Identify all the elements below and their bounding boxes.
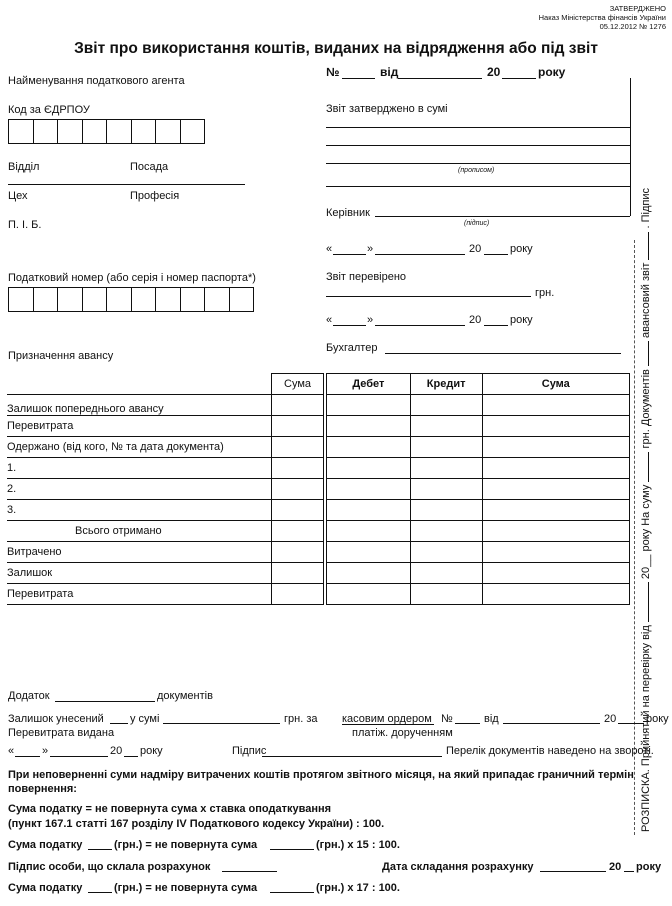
edrpou-label: Код за ЄДРПОУ: [8, 104, 90, 116]
position-label: Посада: [130, 161, 169, 173]
tax-15-mid: (грн.) = не повернута сума: [114, 839, 258, 851]
tax-17-suffix: (грн.) х 17 : 100.: [316, 882, 400, 894]
row-label: 2.: [7, 479, 272, 500]
sign-label: Підпис: [232, 745, 267, 757]
report-date-field[interactable]: [398, 78, 482, 79]
manager-day-field[interactable]: [333, 254, 366, 255]
approved-sum-line-3[interactable]: [326, 163, 630, 164]
approved-sum-line[interactable]: [326, 127, 630, 128]
row-label: Залишок попереднього авансу: [7, 395, 272, 416]
table-row: [7, 500, 324, 521]
credit-header: Кредит: [410, 374, 482, 395]
approval-order: Наказ Міністерства фінансів України: [538, 13, 666, 22]
calc-year-label-1: року: [636, 861, 662, 873]
receipt-part-3: грн. Документів: [640, 369, 652, 449]
row-label: 3.: [7, 500, 272, 521]
manager-year-field[interactable]: [484, 254, 508, 255]
signature-field[interactable]: [262, 756, 442, 757]
row-label: Залишок: [7, 563, 272, 584]
quote-open-3: «: [8, 745, 15, 757]
tax-17-prefix: Сума податку: [8, 882, 83, 894]
approval-date: 05.12.2012 № 1276: [599, 22, 666, 31]
department-position-line[interactable]: [8, 184, 245, 185]
table-row: [7, 458, 324, 479]
balance-deposited-label: Залишок унесений: [8, 713, 104, 725]
accountant-label: Бухгалтер: [326, 342, 378, 354]
receipt-part-1: РОЗПИСКА. Прийнятий на перевірку від: [640, 625, 652, 832]
edrpou-cells[interactable]: [8, 119, 204, 144]
uah-by-label: грн. за: [284, 713, 318, 725]
cash-order-underline: [342, 724, 434, 725]
quote-open: «: [326, 243, 333, 255]
manager-month-field[interactable]: [375, 254, 465, 255]
approved-sum-line-2[interactable]: [326, 145, 630, 146]
sign-year-prefix: 20: [110, 745, 123, 757]
report-year-label: року: [538, 65, 566, 79]
table-row: [7, 584, 324, 605]
row-label: Витрачено: [7, 542, 272, 563]
balance-no-field[interactable]: [455, 723, 480, 724]
manager-year-label: року: [510, 243, 533, 255]
report-year-prefix: 20: [487, 65, 501, 79]
tax-15-field[interactable]: [88, 849, 112, 850]
balance-year-prefix: 20: [604, 713, 617, 725]
checked-uah-label: грн.: [535, 287, 555, 299]
receipt-text: [640, 188, 652, 832]
sum-cell[interactable]: [272, 458, 324, 479]
tax-17-sum-field[interactable]: [270, 892, 314, 893]
checked-day-field[interactable]: [333, 325, 366, 326]
sign-month-field[interactable]: [50, 756, 108, 757]
sum-cell[interactable]: [272, 395, 324, 416]
balance-sum-field[interactable]: [163, 723, 280, 724]
receipt-part-5: . Підпис: [640, 188, 652, 229]
row-label: Всього отримано: [7, 521, 272, 542]
sum-column-header: Сума: [272, 374, 324, 395]
agent-name-label: Найменування податкового агента: [8, 75, 185, 87]
table-row: [7, 395, 324, 416]
page-title: Звіт про використання коштів, виданих на відрядження або під звіт: [74, 40, 598, 57]
receipt-part-2: 20__ року На суму: [640, 484, 652, 580]
manager-signature-line[interactable]: [375, 216, 630, 217]
approval-stamp: [539, 4, 666, 31]
receipt-part-4: авансовий звіт: [640, 262, 652, 338]
table-row: [7, 437, 324, 458]
debit-header: Дебет: [327, 374, 411, 395]
table-row: [7, 563, 324, 584]
sign-year-field[interactable]: [124, 756, 138, 757]
report-number-field[interactable]: [342, 78, 375, 79]
tax-15-sum-field[interactable]: [270, 849, 314, 850]
in-words-hint: (прописом): [458, 167, 495, 174]
advance-purpose-label: Призначення авансу: [8, 350, 114, 362]
table-row: [7, 479, 324, 500]
manager-label: Керівник: [326, 207, 370, 219]
checked-year-prefix: 20: [469, 314, 482, 326]
tax-15-prefix: Сума податку: [8, 839, 83, 851]
sum-header: Сума: [482, 374, 629, 395]
signer-label-1: Підпис особи, що склала розрахунок: [8, 861, 211, 873]
signer-field-1[interactable]: [222, 871, 277, 872]
table-row: [7, 542, 324, 563]
sum-cell[interactable]: [272, 563, 324, 584]
report-from-label: від: [380, 65, 399, 79]
tax-formula-text: Сума податку = не повернута сума х ставка оподаткування: [8, 803, 332, 815]
checked-month-field[interactable]: [375, 325, 465, 326]
balance-date-field[interactable]: [503, 723, 600, 724]
balance-field[interactable]: [110, 723, 128, 724]
appendix-count-field[interactable]: [55, 701, 155, 702]
report-number-label: №: [326, 65, 340, 79]
approved-sum-line-4[interactable]: [326, 186, 630, 187]
advance-table: [7, 373, 324, 605]
checked-year-label: року: [510, 314, 533, 326]
balance-from-label: від: [484, 713, 499, 725]
report-checked-label: Звіт перевірено: [326, 271, 407, 283]
calc-date-field-1[interactable]: [540, 871, 606, 872]
payment-order-label: платіж. дорученням: [352, 727, 453, 739]
tax-clause-text: (пункт 167.1 статті 167 розділу IV Податкового кодексу України) : 100.: [8, 818, 385, 830]
list-on-back-label: Перелік документів наведено на звороті.: [446, 745, 654, 757]
department-label: Відділ: [8, 161, 40, 173]
approved-sum-label: Звіт затверджено в сумі: [326, 103, 448, 115]
report-checked-sum-line[interactable]: [326, 296, 531, 297]
sum-cell[interactable]: [272, 521, 324, 542]
in-sum-label: у сумі: [130, 713, 160, 725]
tax-17-field[interactable]: [88, 892, 112, 893]
approval-title: ЗАТВЕРДЖЕНО: [609, 4, 666, 13]
row-label: Одержано (від кого, № та дата документа): [7, 437, 272, 458]
quote-close: »: [367, 243, 374, 255]
calc-date-label-1: Дата складання розрахунку: [382, 861, 534, 873]
row-label: Перевитрата: [7, 584, 272, 605]
checked-year-field[interactable]: [484, 325, 508, 326]
profession-label: Професія: [130, 190, 180, 202]
tax-15-suffix: (грн.) х 15 : 100.: [316, 839, 400, 851]
pib-label: П. І. Б.: [8, 219, 42, 231]
calc-year-field-1[interactable]: [624, 871, 634, 872]
sum-cell[interactable]: [272, 542, 324, 563]
tax-number-label: Податковий номер (або серія і номер паспорта*): [8, 272, 256, 284]
sum-cell[interactable]: [272, 437, 324, 458]
balance-no-label: №: [441, 713, 453, 725]
balance-year-label: року: [646, 713, 669, 725]
calc-year-prefix-1: 20: [609, 861, 622, 873]
row-label: 1.: [7, 458, 272, 479]
accounting-table: [326, 373, 630, 605]
workshop-label: Цех: [8, 190, 28, 202]
manager-year-prefix: 20: [469, 243, 482, 255]
quote-close-2: »: [367, 314, 374, 326]
quote-open-2: «: [326, 314, 333, 326]
sum-cell[interactable]: [272, 479, 324, 500]
signature-hint: (підпис): [464, 220, 490, 227]
non-return-text: При неповерненні суми надміру витрачених коштів протягом звітного місяця, на який припадає граничний термін повернення:: [8, 769, 634, 795]
tax-number-cells[interactable]: [8, 287, 253, 312]
sum-cell[interactable]: [272, 500, 324, 521]
cash-order-label: касовим ордером: [342, 713, 432, 725]
balance-year-field[interactable]: [618, 723, 644, 724]
row-label: Перевитрата: [7, 416, 272, 437]
appendix-label: Додаток: [8, 690, 50, 702]
sign-year-label: року: [140, 745, 163, 757]
right-border: [630, 78, 631, 216]
table-row: [7, 521, 324, 542]
documents-label: документів: [157, 690, 213, 702]
sum-cell[interactable]: [272, 416, 324, 437]
sum-cell[interactable]: [272, 584, 324, 605]
tax-17-mid: (грн.) = не повернута сума: [114, 882, 258, 894]
overspend-issued-label: Перевитрата видана: [8, 727, 115, 739]
sign-day-field[interactable]: [15, 756, 40, 757]
accountant-signature-line[interactable]: [385, 353, 621, 354]
report-year-field[interactable]: [502, 78, 536, 79]
quote-close-3: »: [42, 745, 49, 757]
table-row: [7, 416, 324, 437]
